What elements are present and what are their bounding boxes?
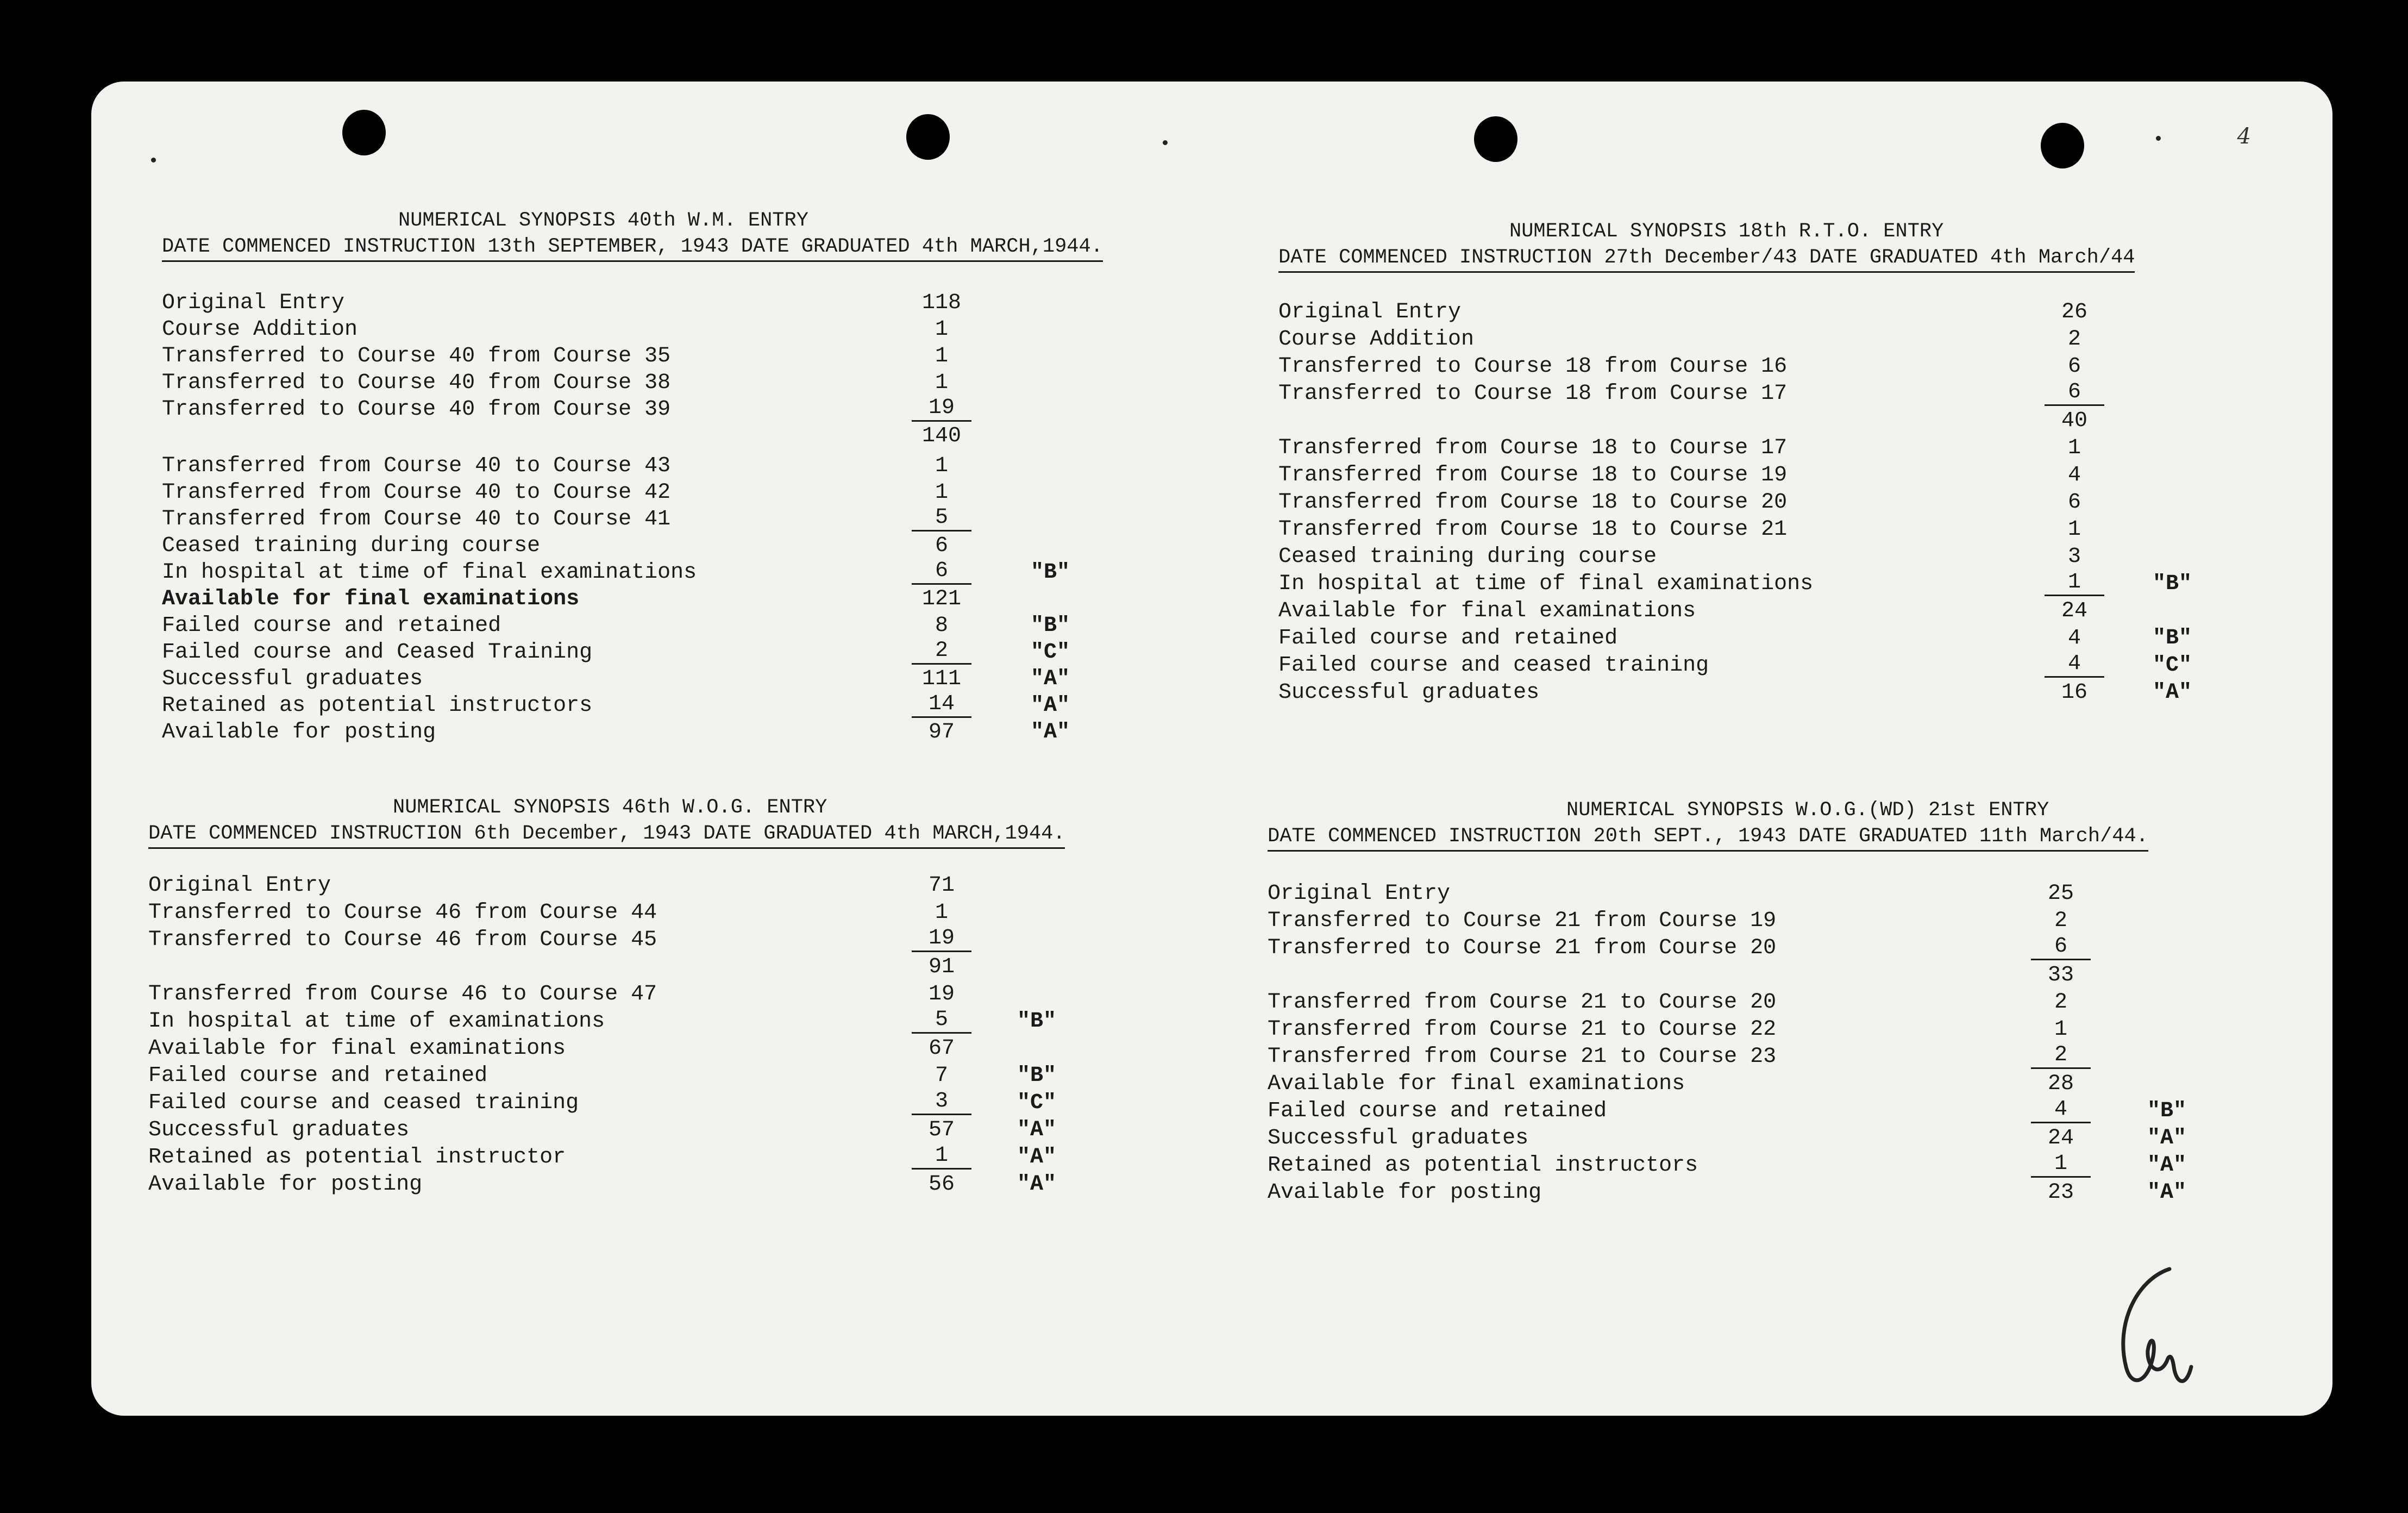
- synopsis-section-46th-wog: NUMERICAL SYNOPSIS 46th W.O.G. ENTRY DATE COMMENCED INSTRUCTION 6th December, 1943 DATE GRADUATED 4th MARCH,1944. Original Entry 71 Transferred to Course 46 from Course 44 1 Transferred to Course 46 from Course 45 19 91 Transferred from Course 46 to Course 47 19 In hospital at time of examinations 5 "B" Available for final examinations 67 Failed course and retained 7 "B" Failed course and ceased training 3 "C" Successful graduates 57 "A" Retained as potential instructor 1 "A" Available for posting 56 "A": [148, 796, 1065, 1197]
- punch-hole: [906, 114, 950, 160]
- speck: [1163, 140, 1168, 145]
- section-header: DATE COMMENCED INSTRUCTION 27th December/43 DATE GRADUATED 4th March/44: [1278, 246, 2135, 273]
- speck: [151, 158, 156, 162]
- section-title: NUMERICAL SYNOPSIS 18th R.T.O. ENTRY: [1509, 220, 1944, 243]
- document-card: [91, 82, 2332, 1416]
- section-title: NUMERICAL SYNOPSIS 46th W.O.G. ENTRY: [393, 796, 827, 819]
- section-header: DATE COMMENCED INSTRUCTION 20th SEPT., 1943 DATE GRADUATED 11th March/44.: [1268, 825, 2148, 852]
- handwritten-initials: [2104, 1258, 2197, 1399]
- punch-hole: [342, 110, 386, 155]
- section-title: NUMERICAL SYNOPSIS 40th W.M. ENTRY: [398, 209, 808, 232]
- synopsis-section-21st-wog-wd: NUMERICAL SYNOPSIS W.O.G.(WD) 21st ENTRY DATE COMMENCED INSTRUCTION 20th SEPT., 1943 DATE GRADUATED 11th March/44. Original Entry 25 Transferred to Course 21 from Course 19 2 Transferred to Course 21 from Course 20 6 33 Transferred from Course 21 to Course 20 2 Transferred from Course 21 to Course 22 1 Transferred from Course 21 to Course 23 2 Available for final examinations 28 Failed course and retained 4 "B" Successful graduates 24 "A" Retained as potential instructors 1 "A" Available for posting 23 "A": [1268, 799, 2186, 1205]
- section-header: DATE COMMENCED INSTRUCTION 6th December, 1943 DATE GRADUATED 4th MARCH,1944.: [148, 822, 1065, 849]
- speck: [2156, 136, 2161, 141]
- synopsis-section-40th-wm: NUMERICAL SYNOPSIS 40th W.M. ENTRY DATE COMMENCED INSTRUCTION 13th SEPTEMBER, 1943 DATE GRADUATED 4th MARCH,1944. Original Entry 118 Course Addition 1 Transferred to Course 40 from Course 35 1 Transferred to Course 40 from Course 38 1 Transferred to Course 40 from Course 39 19 140 Transferred from Course 40 to Course 43 1 Transferred from Course 40 to Course 42 1 Transferred from Course 40 to Course 41 5 Ceased training during course 6 In hospital at time of final examinations 6 "B" Available for final examinations 121 Failed course and retained 8 "B" Failed course and Ceased Training 2 "C" Successful graduates 111 "A" Retained as potential instructors 14 "A" Available for posting 97 "A": [162, 209, 1103, 745]
- section-header: DATE COMMENCED INSTRUCTION 13th SEPTEMBER, 1943 DATE GRADUATED 4th MARCH,1944.: [162, 235, 1103, 262]
- punch-hole: [1474, 116, 1517, 162]
- section-title: NUMERICAL SYNOPSIS W.O.G.(WD) 21st ENTRY: [1566, 799, 2049, 822]
- page-number: 4: [2237, 124, 2251, 149]
- punch-hole: [2041, 123, 2084, 168]
- synopsis-section-18th-rto: NUMERICAL SYNOPSIS 18th R.T.O. ENTRY DATE COMMENCED INSTRUCTION 27th December/43 DATE GRADUATED 4th March/44 Original Entry 26 Course Addition 2 Transferred to Course 18 from Course 16 6 Transferred to Course 18 from Course 17 6 40 Transferred from Course 18 to Course 17 1 Transferred from Course 18 to Course 19 4 Transferred from Course 18 to Course 20 6 Transferred from Course 18 to Course 21 1 Ceased training during course 3 In hospital at time of final examinations 1 "B" Available for final examinations 24 Failed course and retained 4 "B" Failed course and ceased training 4 "C" Successful graduates 16 "A": [1278, 220, 2192, 705]
